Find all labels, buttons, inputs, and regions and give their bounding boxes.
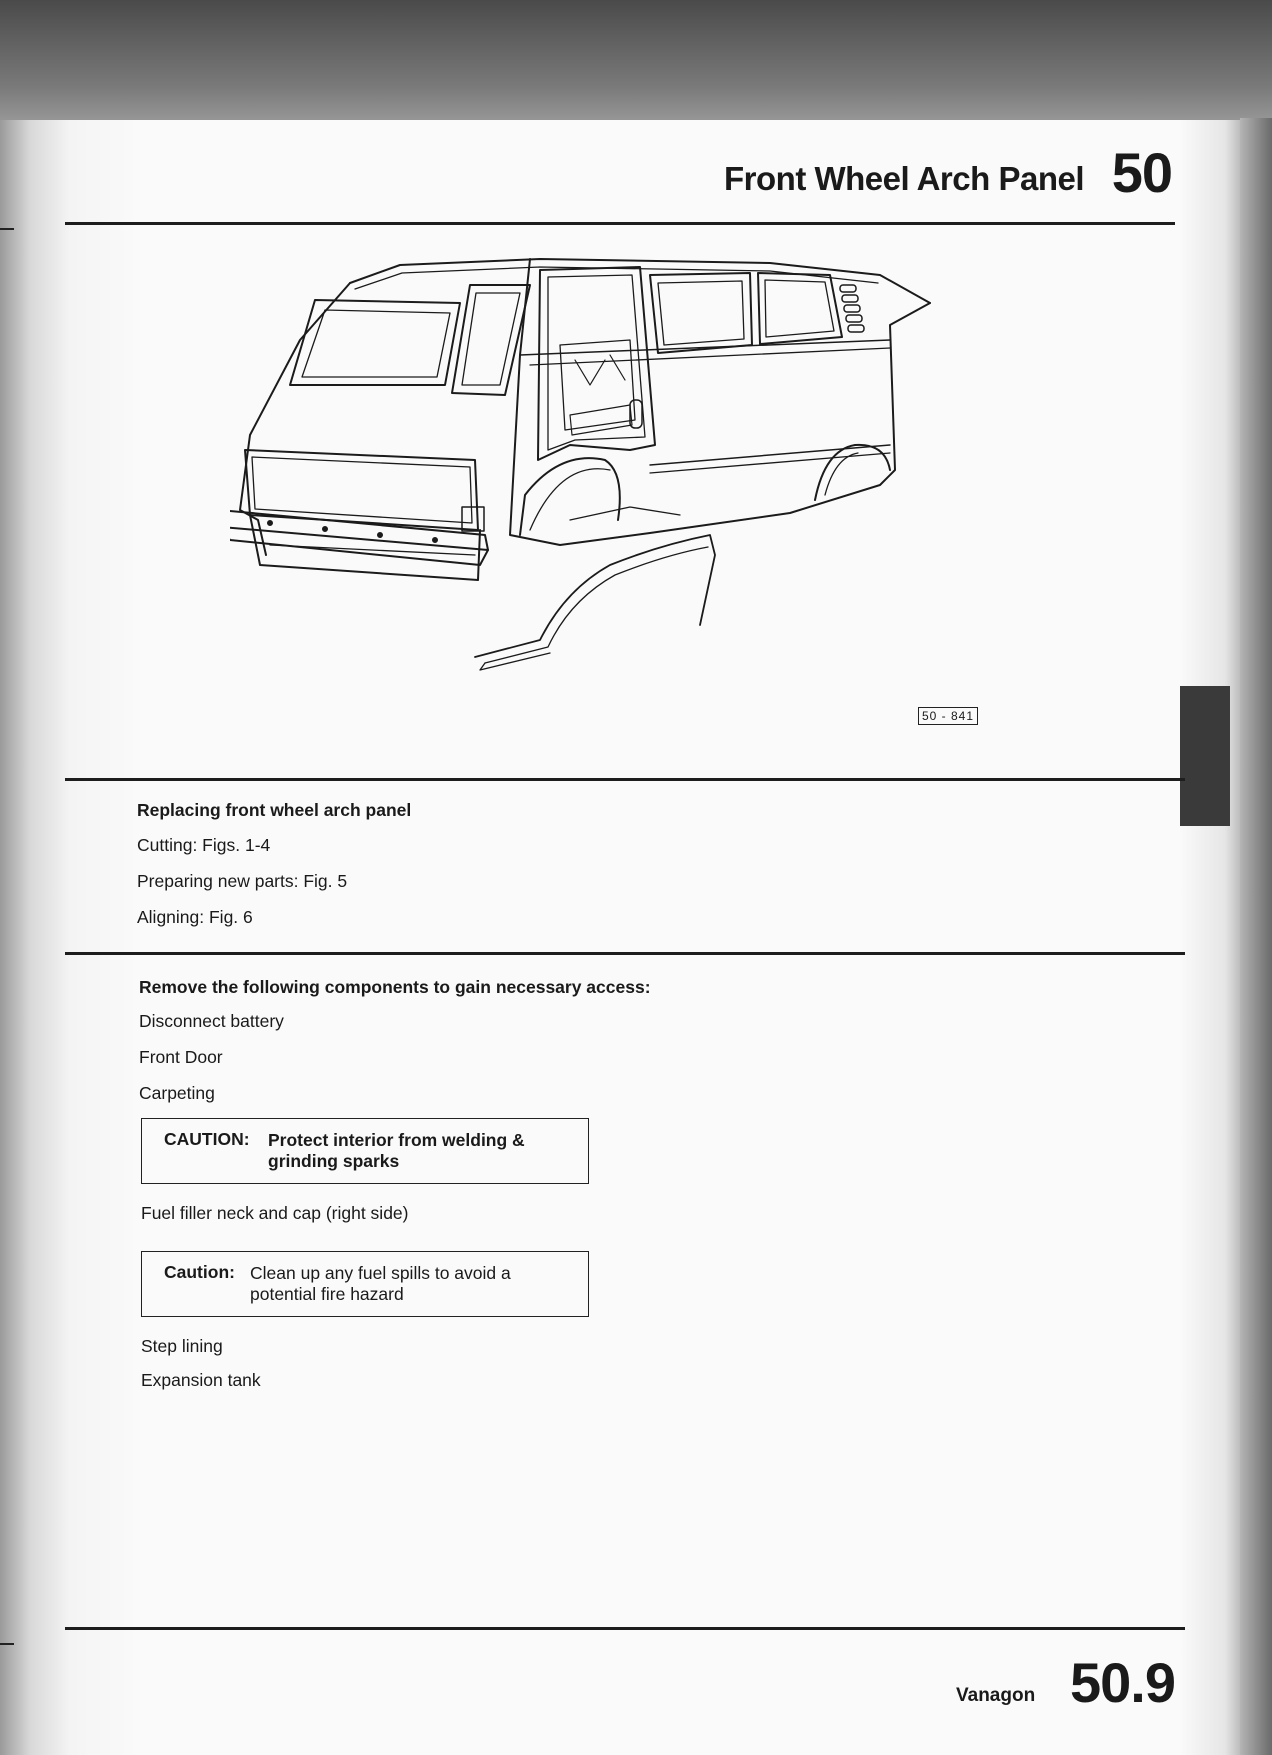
caution-text: Protect interior from welding & grinding sparks: [268, 1130, 525, 1171]
vent-louvres: [840, 285, 864, 332]
intro-item: Aligning: Fig. 6: [137, 907, 253, 927]
access-heading: Remove the following components to gain necessary access:: [139, 977, 651, 997]
caution-label: CAUTION:: [164, 1129, 250, 1149]
access-item: Front Door: [139, 1047, 223, 1067]
intro-heading: Replacing front wheel arch panel: [137, 800, 412, 820]
access-item: Step lining: [141, 1336, 223, 1356]
side-outline: [510, 259, 930, 545]
margin-mark: [0, 1643, 14, 1645]
section-rule: [65, 778, 1185, 781]
access-item: Fuel filler neck and cap (right side): [141, 1203, 409, 1223]
access-item: Disconnect battery: [139, 1011, 284, 1031]
caution-box-welding: [141, 1118, 589, 1184]
intro-item: Cutting: Figs. 1-4: [137, 835, 271, 855]
footer-page-number: 50.9: [1070, 1651, 1175, 1714]
scanner-background: [0, 0, 1272, 125]
access-item: Carpeting: [139, 1083, 215, 1103]
margin-mark: [0, 228, 14, 230]
new-wheel-arch-panel: [475, 535, 715, 670]
intro-item: Preparing new parts: Fig. 5: [137, 871, 348, 891]
section-number: 50: [1111, 141, 1172, 204]
page-title: Front Wheel Arch Panel: [724, 160, 1084, 197]
caution-text: Clean up any fuel spills to avoid a potential fire hazard: [250, 1263, 511, 1304]
side-window: [650, 273, 752, 353]
section-thumb-tab: [1180, 686, 1230, 826]
figure-reference-tag: 50 - 841: [918, 707, 978, 725]
section-rule: [65, 952, 1185, 955]
footer-rule: [65, 1627, 1185, 1630]
caution-box-fuel: [141, 1251, 589, 1317]
access-item: Expansion tank: [141, 1370, 261, 1390]
header-rule: [65, 222, 1175, 225]
caution-label: Caution:: [164, 1262, 235, 1282]
footer-book-title: Vanagon: [956, 1685, 1036, 1706]
page-edge: [1240, 118, 1272, 1755]
van-body-illustration: [230, 245, 1010, 750]
